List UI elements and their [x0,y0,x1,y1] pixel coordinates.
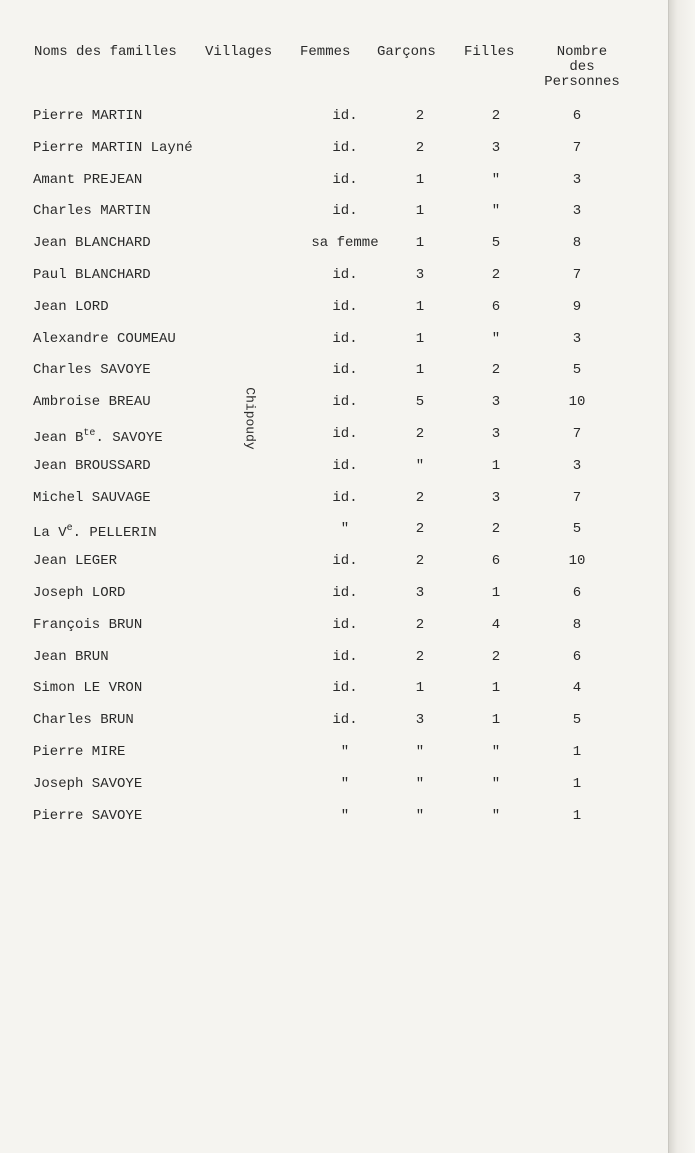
table-row [0,106,668,126]
filles-cell: 6 [491,299,501,315]
filles-cell: 4 [491,617,501,633]
header-nombre [537,45,627,90]
garcons-cell: 2 [415,490,425,506]
family-name [33,456,151,476]
header-garcons: Garçons [377,44,436,60]
filles-cell: 1 [491,585,501,601]
family-name [33,297,109,317]
table-row [0,138,668,158]
femmes-cell: id. [332,680,358,696]
family-name-text: Michel SAUVAGE [33,490,151,506]
table-row [0,551,668,571]
family-name [33,329,176,349]
garcons-cell: 5 [415,394,425,410]
family-name-text: Jean B [33,430,84,446]
total-cell: 9 [572,299,582,315]
femmes-cell: sa femme [311,235,379,251]
family-name [33,106,142,126]
family-name-rest: . PELLERIN [72,525,157,541]
femmes-cell: id. [332,108,358,124]
total-cell: 3 [572,203,582,219]
filles-cell: 3 [491,490,501,506]
filles-cell: 2 [491,649,501,665]
family-name [33,424,163,448]
family-name-text: Pierre MARTIN [33,108,143,124]
filles-cell: " [491,776,501,792]
family-name [33,392,151,412]
family-name-text: Jean LORD [33,299,109,315]
femmes-cell: id. [332,299,358,315]
table-row [0,583,668,603]
total-cell: 4 [572,680,582,696]
femmes-cell: " [340,776,350,792]
header-nombre-line1: Nombre [556,44,608,60]
family-name-superscript: te [83,428,96,439]
femmes-cell: id. [332,426,358,442]
garcons-cell: 2 [415,108,425,124]
femmes-cell: id. [332,553,358,569]
table-row [0,806,668,826]
table-row [0,742,668,762]
femmes-cell: " [340,744,350,760]
table-row [0,170,668,190]
total-cell: 3 [572,172,582,188]
family-name-text: Jean BROUSSARD [33,458,151,474]
family-name [33,488,151,508]
femmes-cell: id. [332,458,358,474]
femmes-cell: " [340,808,350,824]
filles-cell: " [491,172,501,188]
family-name [33,774,142,794]
garcons-cell: " [415,458,425,474]
femmes-cell: id. [332,394,358,410]
garcons-cell: 2 [415,617,425,633]
family-name [33,551,117,571]
family-name-text: Joseph LORD [33,585,126,601]
garcons-cell: 1 [415,235,425,251]
family-name [33,519,157,543]
family-name-text: Charles MARTIN [33,203,151,219]
filles-cell: 2 [491,521,501,537]
garcons-cell: 2 [415,521,425,537]
filles-cell: 1 [491,680,501,696]
filles-cell: 6 [491,553,501,569]
garcons-cell: 1 [415,203,425,219]
filles-cell: " [491,331,501,347]
filles-cell: 3 [491,426,501,442]
total-cell: 1 [572,776,582,792]
table-row [0,456,668,476]
femmes-cell: id. [332,585,358,601]
femmes-cell: id. [332,617,358,633]
village-name: Chipoudy [242,386,258,450]
total-cell: 8 [572,617,582,633]
garcons-cell: 1 [415,362,425,378]
garcons-cell: 3 [415,585,425,601]
table-row [0,360,668,380]
garcons-cell: 1 [415,680,425,696]
page-edge [668,0,695,1153]
total-cell: 5 [572,521,582,537]
femmes-cell: id. [332,140,358,156]
family-name-text: Jean BLANCHARD [33,235,151,251]
femmes-cell: id. [332,490,358,506]
table-row [0,647,668,667]
filles-cell: 3 [491,140,501,156]
family-name [33,678,142,698]
filles-cell: 2 [491,108,501,124]
total-cell: 6 [572,108,582,124]
filles-cell: 1 [491,458,501,474]
garcons-cell: " [415,744,425,760]
family-name-text: Charles SAVOYE [33,362,151,378]
table-row [0,392,668,412]
header-femmes: Femmes [300,44,351,60]
table-row [0,265,668,285]
family-name [33,647,109,667]
header-filles: Filles [464,44,515,60]
family-name-text: François BRUN [33,617,143,633]
family-name-text: Amant PREJEAN [33,172,143,188]
filles-cell: 1 [491,712,501,728]
family-name [33,742,125,762]
family-name-text: Simon LE VRON [33,680,143,696]
garcons-cell: 3 [415,267,425,283]
femmes-cell: id. [332,203,358,219]
family-name-text: Charles BRUN [33,712,134,728]
total-cell: 7 [572,490,582,506]
family-name-text: Jean LEGER [33,553,118,569]
garcons-cell: 3 [415,712,425,728]
family-name-text: Alexandre COUMEAU [33,331,176,347]
family-name-text: Pierre MARTIN Layné [33,140,193,156]
family-name-text: Joseph SAVOYE [33,776,143,792]
family-name [33,615,142,635]
header-villages: Villages [205,44,273,60]
garcons-cell: 2 [415,553,425,569]
family-name-superscript: e [66,523,73,534]
garcons-cell: 2 [415,140,425,156]
total-cell: 7 [572,426,582,442]
header-nombre-line3: Personnes [544,74,620,90]
family-name-text: Ambroise BREAU [33,394,151,410]
total-cell: 5 [572,362,582,378]
family-name [33,710,134,730]
total-cell: 1 [572,808,582,824]
family-name [33,265,151,285]
femmes-cell: id. [332,267,358,283]
femmes-cell: id. [332,331,358,347]
garcons-cell: 2 [415,649,425,665]
total-cell: 1 [572,744,582,760]
family-name [33,170,142,190]
family-name [33,806,142,826]
filles-cell: " [491,808,501,824]
family-name [33,233,151,253]
femmes-cell: id. [332,362,358,378]
filles-cell: 3 [491,394,501,410]
table-row [0,519,668,539]
garcons-cell: 1 [415,172,425,188]
village-label [225,378,275,458]
family-name-text: Jean BRUN [33,649,109,665]
filles-cell: " [491,203,501,219]
table-row [0,201,668,221]
table-row [0,615,668,635]
garcons-cell: 1 [415,299,425,315]
family-name [33,583,125,603]
family-name [33,138,193,158]
total-cell: 5 [572,712,582,728]
total-cell: 3 [572,331,582,347]
total-cell: 7 [572,267,582,283]
filles-cell: " [491,744,501,760]
femmes-cell: " [340,521,350,537]
femmes-cell: id. [332,712,358,728]
total-cell: 7 [572,140,582,156]
total-cell: 8 [572,235,582,251]
family-name-rest: . SAVOYE [95,430,163,446]
total-cell: 10 [568,394,586,410]
table-row [0,297,668,317]
filles-cell: 2 [491,267,501,283]
total-cell: 6 [572,649,582,665]
table-row [0,233,668,253]
header-nom: Noms des familles [34,44,177,60]
family-name [33,201,151,221]
header-nombre-line2: des [569,59,595,75]
table-row [0,710,668,730]
filles-cell: 5 [491,235,501,251]
family-name-text: Pierre MIRE [33,744,126,760]
total-cell: 3 [572,458,582,474]
table-row [0,424,668,444]
table-row [0,774,668,794]
total-cell: 6 [572,585,582,601]
family-name-text: Pierre SAVOYE [33,808,143,824]
table-row [0,488,668,508]
table-row [0,678,668,698]
garcons-cell: " [415,808,425,824]
garcons-cell: " [415,776,425,792]
total-cell: 10 [568,553,586,569]
family-name-text: Paul BLANCHARD [33,267,151,283]
garcons-cell: 1 [415,331,425,347]
family-name-text: La V [33,525,67,541]
femmes-cell: id. [332,172,358,188]
family-name [33,360,151,380]
garcons-cell: 2 [415,426,425,442]
filles-cell: 2 [491,362,501,378]
table-row [0,329,668,349]
femmes-cell: id. [332,649,358,665]
